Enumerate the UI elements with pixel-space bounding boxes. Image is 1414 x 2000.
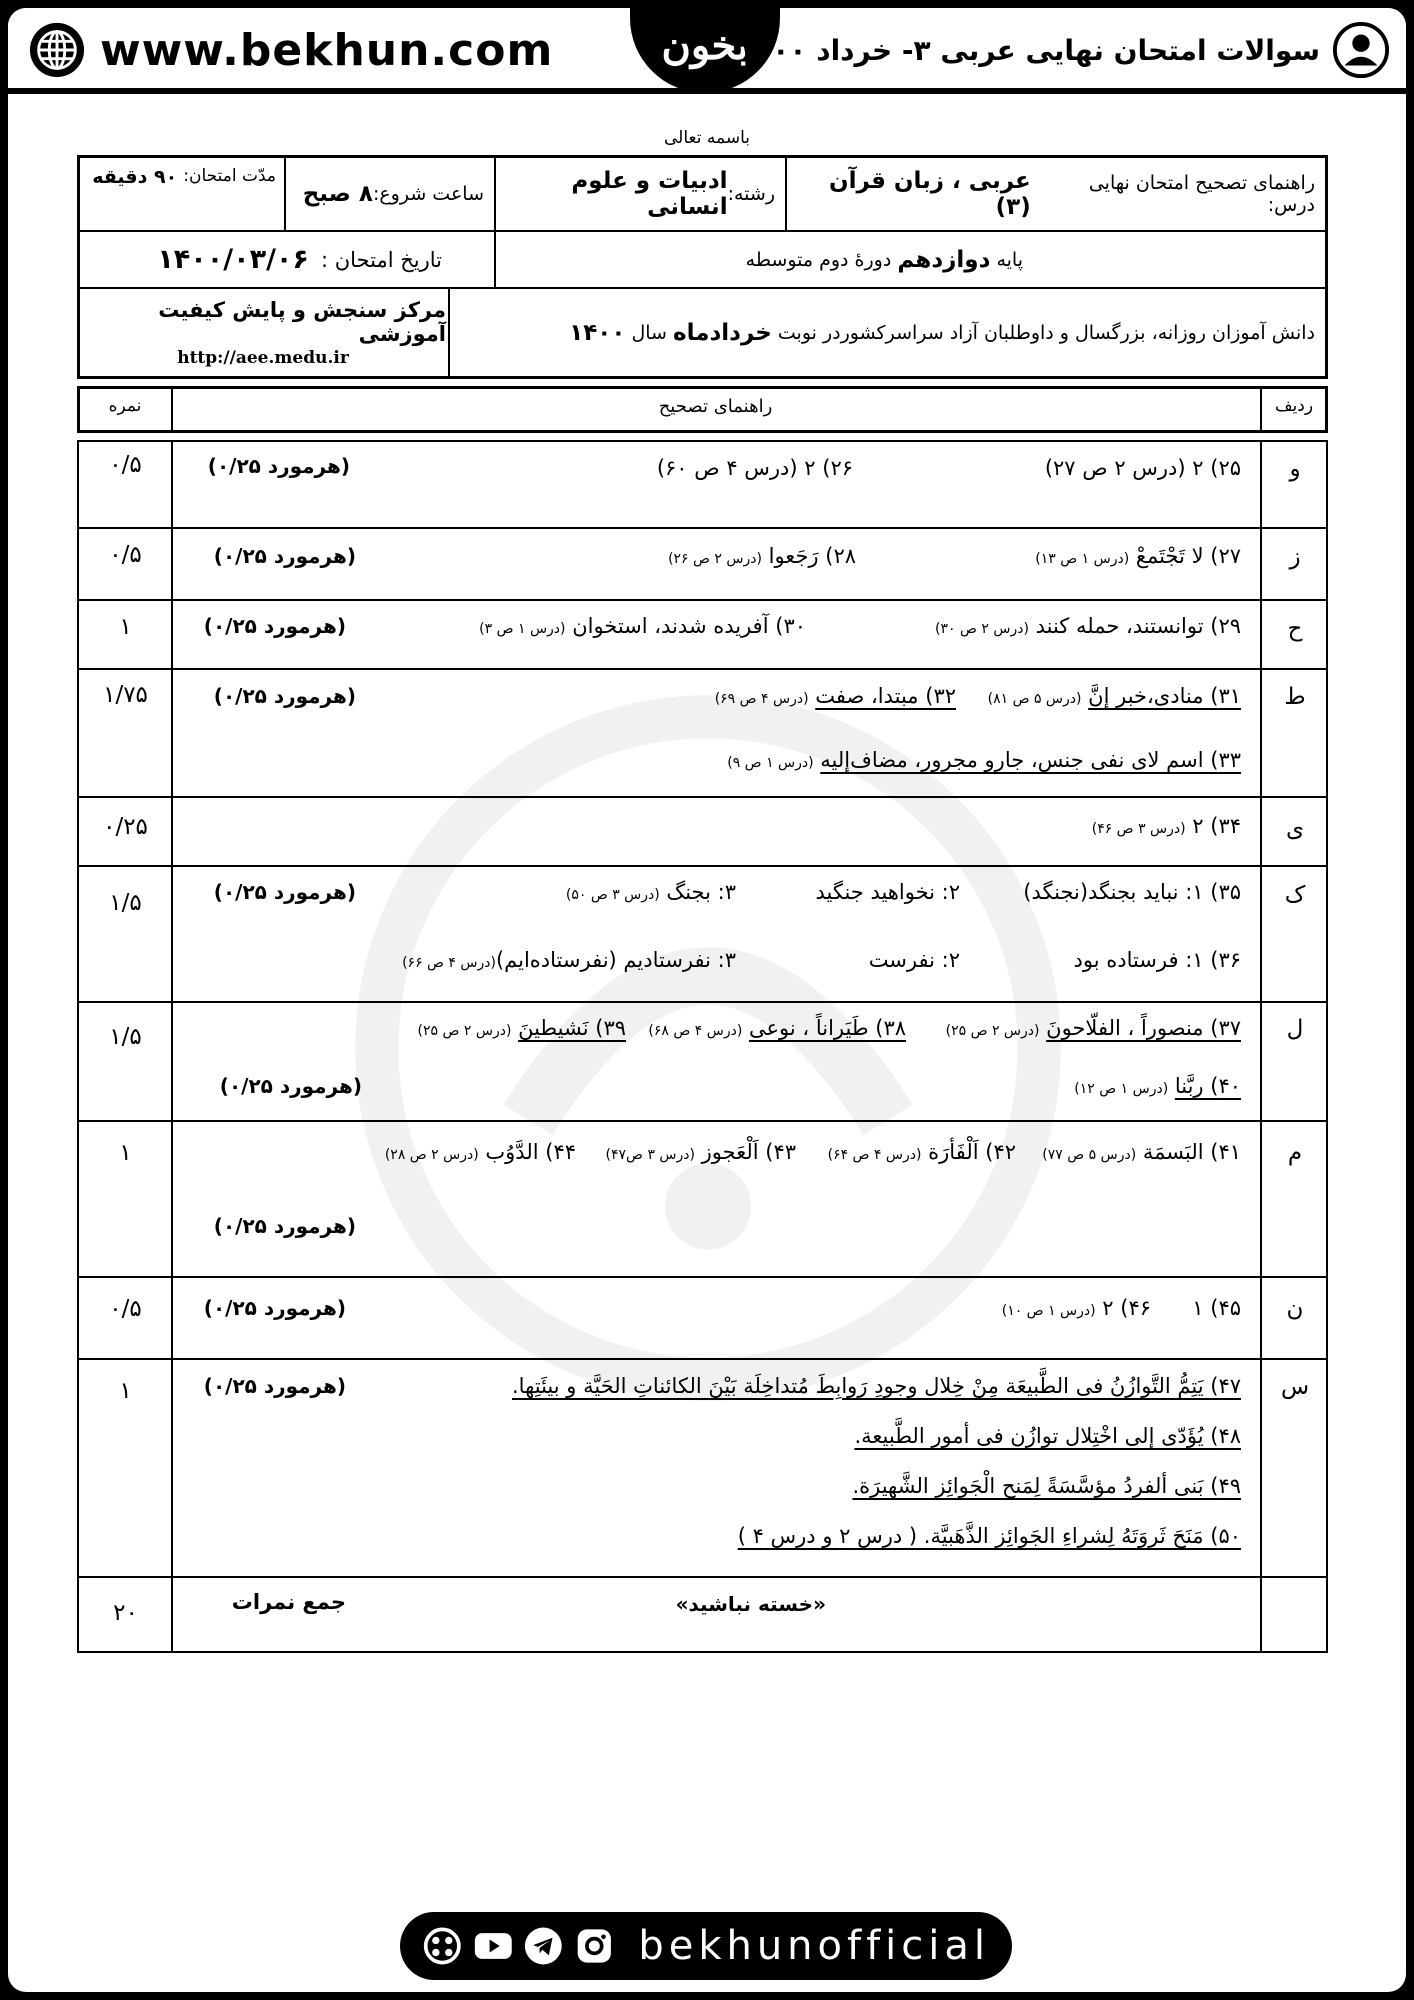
- answer-35-3: ۳: بجنگ (درس ۳ ص ۵۰): [565, 880, 736, 904]
- session: خردادماه: [673, 320, 772, 346]
- logo-text: بخون: [661, 22, 749, 69]
- row-score: ۱: [119, 1140, 132, 1166]
- row-bonus: (هرمورد ۰/۲۵): [213, 544, 356, 568]
- course-name: عربی ، زبان قرآن (۳): [829, 168, 1031, 220]
- row-label: ح: [1287, 616, 1303, 642]
- center-cell: [80, 289, 446, 377]
- year-label: سال: [631, 322, 667, 344]
- site-url[interactable]: www.bekhun.com: [100, 24, 554, 76]
- grade: دوازدهم: [897, 246, 991, 273]
- row-score: ۰/۵: [109, 542, 142, 568]
- row-bonus: (هرمورد ۰/۲۵): [203, 1374, 346, 1398]
- row-label: ط: [1284, 684, 1306, 710]
- answer-38: ۳۸) طَیَراناً ، نوعی (درس ۴ ص ۶۸): [648, 1016, 906, 1040]
- instagram-icon[interactable]: [574, 1924, 615, 1968]
- course-cell: [787, 158, 1323, 230]
- row-label: و: [1289, 456, 1301, 482]
- duration-cell: [80, 158, 282, 213]
- col-score-header: نمره: [108, 396, 142, 416]
- field-label: رشته:: [727, 183, 775, 205]
- row-bonus: (هرمورد ۰/۲۵): [213, 684, 356, 708]
- answer-33: ۳۳) اسم لای نفی جنس، جارو مجرور، مضاف‌إلیه (درس ۱ ص ۹): [727, 748, 1241, 772]
- answer-48: ۴۸) یُؤَدّی إلی اخْتِلال توازُن فی أمور الطَّبیعة.: [854, 1424, 1241, 1448]
- total-score: ۲۰: [113, 1600, 138, 1626]
- answer-36-1: ۳۶) ۱: فرستاده بود: [1073, 948, 1241, 972]
- answer-45: ۴۵) ۱: [1192, 1296, 1241, 1320]
- answer-37: ۳۷) منصوراً ، الفلّاحونَ (درس ۲ ص ۲۵): [945, 1016, 1241, 1040]
- closing-note: «خسته نباشید»: [675, 1592, 826, 1616]
- answer-26: ۲۶) ۲ (درس ۴ ص ۶۰): [656, 456, 853, 480]
- social-footer: [400, 1912, 1012, 1980]
- row-score: ۰/۵: [109, 452, 142, 478]
- social-handle[interactable]: bekhunofficial: [638, 1923, 991, 1969]
- telegram-icon[interactable]: [523, 1924, 564, 1968]
- students-cell: [450, 289, 1323, 377]
- guide-label: راهنمای تصحیح امتحان نهایی درس:: [1088, 172, 1315, 216]
- date-cell: [80, 232, 492, 287]
- row-bonus: (هرمورد ۰/۲۵): [203, 1296, 346, 1320]
- answer-46: ۴۶) ۲ (درس ۱ ص ۱۰): [1001, 1296, 1151, 1320]
- field-cell: [496, 158, 783, 230]
- duration: ۹۰ دقیقه: [92, 166, 178, 188]
- row-bonus: (هرمورد ۰/۲۵): [203, 614, 346, 638]
- answer-35-2: ۲: نخواهید جنگید: [815, 880, 960, 904]
- page-header: [8, 8, 1406, 94]
- row-bonus: (هرمورد ۰/۲۵): [207, 454, 350, 478]
- answer-36-2: ۲: نفرست: [868, 948, 960, 972]
- answer-44: ۴۴) الدَّوُب (درس ۲ ص ۲۸): [384, 1140, 576, 1164]
- answer-25: ۲۵) ۲ (درس ۲ ص ۲۷): [1044, 456, 1241, 480]
- center-name: مرکز سنجش و پایش کیفیت آموزشی: [158, 298, 446, 346]
- exam-date: ۱۴۰۰/۰۳/۰۶: [157, 244, 309, 275]
- students-text: دانش آموزان روزانه، بزرگسال و داوطلبان آزاد سراسرکشوردر نوبت: [777, 322, 1315, 344]
- row-score: ۱/۵: [109, 1024, 142, 1050]
- start-cell: [286, 158, 492, 230]
- answer-35-1: ۳۵) ۱: نباید بجنگد(نجنگد): [1023, 880, 1241, 904]
- aparat-icon[interactable]: [422, 1924, 463, 1968]
- answer-30: ۳۰) آفریده شدند، استخوان (درس ۱ ص ۳): [479, 614, 806, 638]
- row-score: ۱/۷۵: [103, 682, 148, 708]
- answer-49: ۴۹) بَنی ألفردُ مؤسَّسَةً لِمَنح الْجَوائِز الشَّهیرَة.: [852, 1474, 1241, 1498]
- user-icon: [1332, 21, 1390, 79]
- row-label: ن: [1286, 1296, 1304, 1322]
- answer-29: ۲۹) توانستند، حمله کنند (درس ۲ ص ۳۰): [935, 614, 1241, 638]
- year: ۱۴۰۰: [569, 320, 626, 346]
- duration-label: مدّت امتحان:: [183, 166, 276, 186]
- row-label: ل: [1286, 1016, 1304, 1042]
- grade-prefix: پایه: [996, 248, 1023, 271]
- row-label: ی: [1285, 816, 1304, 842]
- youtube-icon[interactable]: [473, 1924, 514, 1968]
- answer-41: ۴۱) البَسمَة (درس ۵ ص ۷۷): [1042, 1140, 1241, 1164]
- answer-36-3: ۳: نفرستادیم (نفرستاده‌ایم)(درس ۴ ص ۶۶): [402, 948, 736, 972]
- total-label: جمع نمرات: [231, 1590, 346, 1614]
- answer-28: ۲۸) رَجَعوا (درس ۲ ص ۲۶): [668, 544, 856, 568]
- answer-47: ۴۷) یَتِمُّ التَّوازُنُ فی الطَّبیعَة مِنْ خِلال وجودِ رَوابِطَ مُتداخِلَة بَیْنَ الکائناتِ الحَیَّة و بیئَتِها.: [512, 1374, 1241, 1398]
- answer-32: ۳۲) مبتدا، صفت (درس ۴ ص ۶۹): [714, 684, 956, 708]
- header-title-group: [738, 20, 1390, 80]
- row-bonus: (هرمورد ۰/۲۵): [213, 1214, 356, 1238]
- col-guide-header: راهنمای تصحیح: [658, 396, 773, 417]
- row-score: ۱/۵: [109, 890, 142, 916]
- start-time: ۸ صبح: [302, 181, 373, 207]
- row-bonus: (هرمورد ۰/۲۵): [219, 1074, 362, 1098]
- bismillah: باسمه تعالی: [664, 128, 750, 148]
- field-name: ادبیات و علوم انسانی: [571, 168, 728, 220]
- col-row-header: ردیف: [1274, 396, 1314, 416]
- answer-50: ۵۰) مَنَحَ ثَروَتَهُ لِشراءِ الجَوائِز الذَّهَبیَّة. ( درس ۲ و درس ۴ ): [737, 1524, 1241, 1548]
- answer-43: ۴۳) اَلْعَجوز (درس ۳ ص۴۷): [605, 1140, 796, 1164]
- answer-31: ۳۱) منادی،خبر إنَّ (درس ۵ ص ۸۱): [987, 684, 1241, 708]
- answer-40: ۴۰) ربَّنا (درس ۱ ص ۱۲): [1074, 1074, 1241, 1098]
- row-label: م: [1287, 1140, 1303, 1166]
- row-label: س: [1280, 1374, 1310, 1400]
- exam-title: سوالات امتحان نهایی عربی ۳- خرداد ۱۴۰۰: [738, 33, 1320, 67]
- row-score: ۰/۲۵: [103, 814, 148, 840]
- exam-page: [8, 8, 1406, 1992]
- answer-39: ۳۹) نَشیطینَ (درس ۲ ص ۲۵): [417, 1016, 626, 1040]
- grade-cell: [496, 232, 1323, 287]
- answer-34: ۳۴) ۲ (درس ۳ ص ۴۶): [1091, 814, 1241, 838]
- answer-27: ۲۷) لا تَجْتَمعْ (درس ۱ ص ۱۳): [1035, 544, 1241, 568]
- answer-42: ۴۲) اَلْفَأرَة (درس ۴ ص ۶۴): [827, 1140, 1016, 1164]
- row-score: ۱: [119, 614, 132, 640]
- date-label: تاریخ امتحان :: [320, 247, 442, 272]
- start-label: ساعت شروع:: [372, 183, 484, 205]
- row-label: ک: [1284, 882, 1306, 908]
- site-link[interactable]: [28, 20, 553, 80]
- row-score: ۱: [119, 1378, 132, 1404]
- row-score: ۰/۵: [109, 1296, 142, 1322]
- center-url[interactable]: http://aee.medu.ir: [177, 348, 349, 368]
- grade-suffix: دورهٔ دوم متوسطه: [745, 248, 892, 271]
- globe-icon: [28, 21, 86, 79]
- row-label: ز: [1289, 544, 1301, 570]
- row-bonus: (هرمورد ۰/۲۵): [213, 880, 356, 904]
